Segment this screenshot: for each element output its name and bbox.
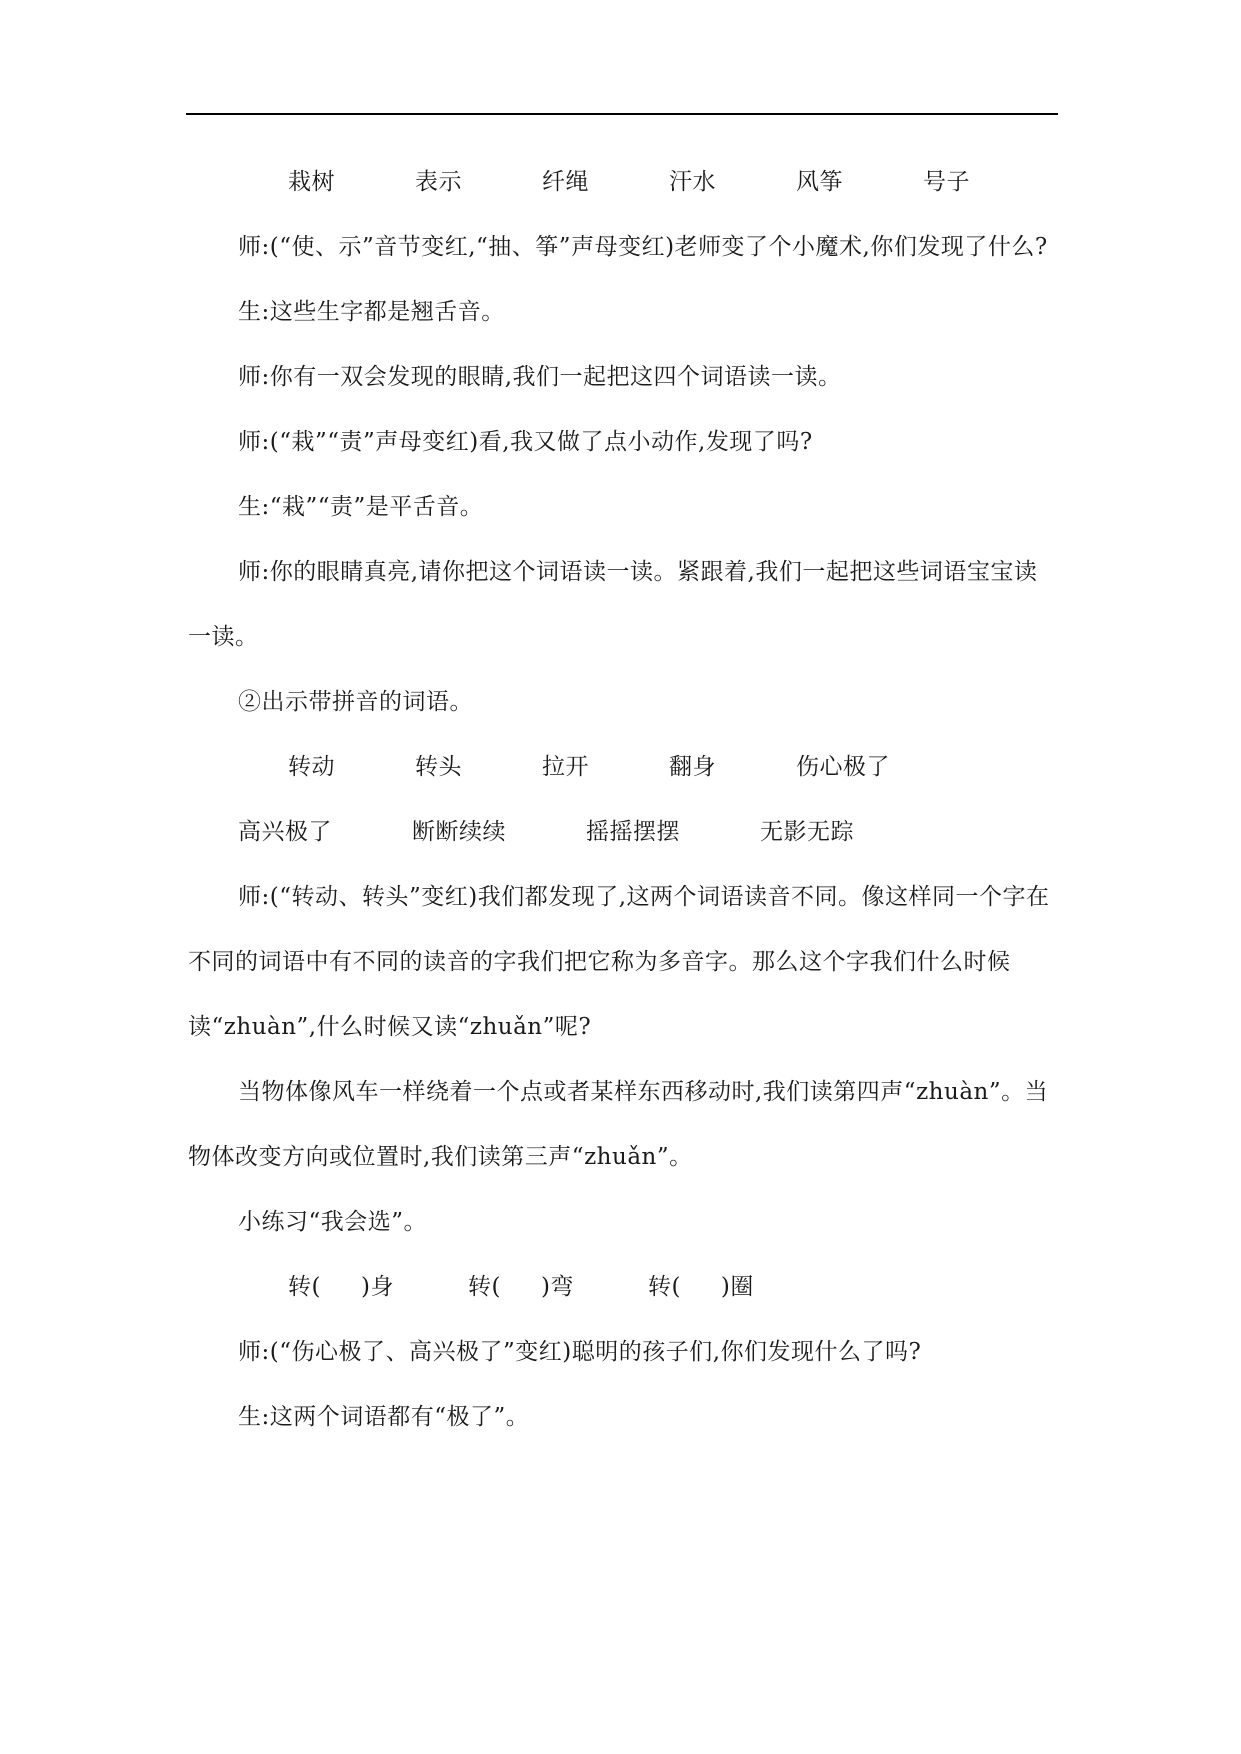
paragraph: 师:(“伤心极了、高兴极了”变红)聪明的孩子们,你们发现什么了吗?: [238, 1339, 922, 1365]
vocab-word: 转头: [415, 754, 462, 780]
vocab-word: 号子: [923, 169, 970, 195]
exercise-item: [418, 1255, 574, 1320]
vocab-word: 伤心极了: [796, 754, 890, 780]
header-rule: [186, 113, 1058, 115]
paragraph: 生:这两个词语都有“极了”。: [238, 1404, 530, 1430]
vocab-list-2: [188, 735, 1058, 865]
exercise-line: [188, 1255, 1058, 1320]
vocab-word: 风筝: [796, 169, 843, 195]
exercise-suffix: )身: [360, 1274, 394, 1300]
vocab-word: 栽树: [288, 169, 335, 195]
vocab-word: 拉开: [542, 754, 589, 780]
vocab-word: 断断续续: [412, 819, 506, 845]
vocab-word: 高兴极了: [238, 819, 332, 845]
exercise-prefix: 转(: [288, 1274, 321, 1300]
paragraph: 生:这些生字都是翘舌音。: [238, 299, 505, 325]
exercise-suffix: )圈: [720, 1274, 754, 1300]
exercise-item: [598, 1255, 754, 1320]
vocab-word: 无影无踪: [760, 819, 854, 845]
paragraph: 当物体像风车一样绕着一个点或者某样东西移动时,我们读第四声“zhuàn”。当物体改变方向或位置时,我们读第三声“zhuǎn”。: [188, 1079, 1049, 1170]
paragraph: 师:(“栽”“责”声母变红)看,我又做了点小动作,发现了吗?: [238, 429, 813, 455]
paragraph: 生:“栽”“责”是平舌音。: [238, 494, 484, 520]
vocab-word: 转动: [288, 754, 335, 780]
vocab-word: 表示: [415, 169, 462, 195]
vocab-word: 摇摇摆摆: [586, 819, 680, 845]
document-body: [188, 150, 1058, 1450]
exercise-suffix: )弯: [540, 1274, 574, 1300]
exercise-item: [238, 1255, 394, 1320]
paragraph: 师:你有一双会发现的眼睛,我们一起把这四个词语读一读。: [238, 364, 842, 390]
paragraph: 小练习“我会选”。: [238, 1209, 428, 1235]
exercise-prefix: 转(: [467, 1274, 501, 1300]
paragraph: 师:你的眼睛真亮,请你把这个词语读一读。紧跟着,我们一起把这些词语宝宝读一读。: [188, 559, 1038, 650]
paragraph: ②出示带拼音的词语。: [238, 689, 473, 715]
vocab-word: 翻身: [669, 754, 716, 780]
vocab-word: 汗水: [669, 169, 716, 195]
exercise-prefix: 转(: [647, 1274, 681, 1300]
vocab-word: 纤绳: [542, 169, 589, 195]
paragraph: 师:(“使、示”音节变红,“抽、筝”声母变红)老师变了个小魔术,你们发现了什么?: [238, 234, 1048, 260]
paragraph: 师:(“转动、转头”变红)我们都发现了,这两个词语读音不同。像这样同一个字在不同的词语中有不同的读音的字我们把它称为多音字。那么这个字我们什么时候读“zhuàn”,什么时候又读“zhuǎn”呢?: [188, 884, 1050, 1040]
vocab-list-1: [188, 150, 1058, 215]
